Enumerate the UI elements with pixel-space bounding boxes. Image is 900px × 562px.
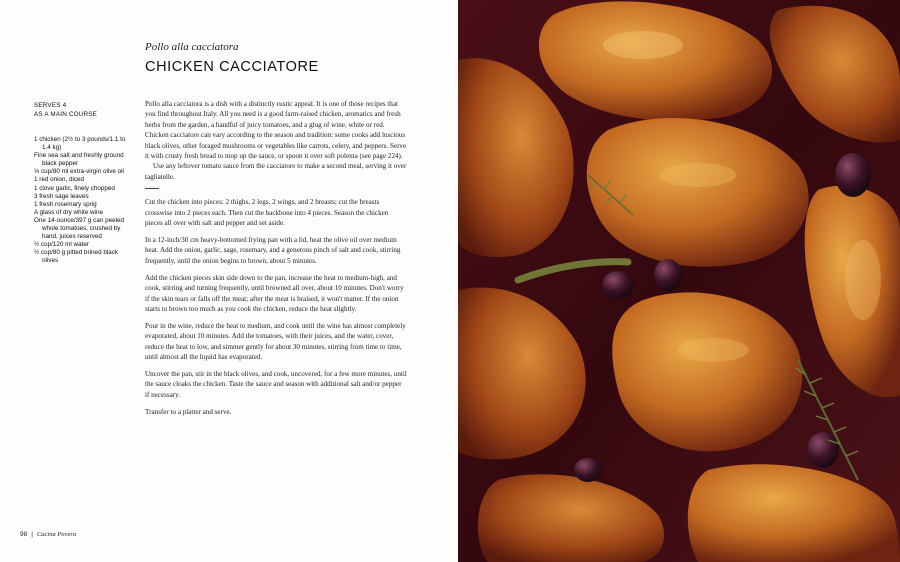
ingredient-item: 1 clove garlic, finely chopped xyxy=(34,184,115,192)
olive xyxy=(654,259,682,291)
intro-paragraph: Use any leftover tomato sauce from the cacciatore to make a second meal, serving it over tagliatelle. xyxy=(145,162,407,181)
ingredient-item: 3 fresh sage leaves xyxy=(34,192,89,200)
recipe-title: CHICKEN CACCIATORE xyxy=(145,59,319,75)
servings-count: SERVES 4 xyxy=(34,102,67,109)
servings-info xyxy=(34,101,126,119)
method-step: Add the chicken pieces skin side down to the pan, increase the heat to medium-high, and cook, stirring and turning frequently, until browned all over, about 10 minutes. Don't worry if the skin tears or falls off the meat; after the meat is braised, it won't matter. If the onion starts to brown too much as you cook the chicken, reduce the heat slightly. xyxy=(145,273,404,313)
book-title: Cucina Povera xyxy=(36,531,77,538)
page-number: 98 xyxy=(20,531,28,538)
method-step: Pour in the wine, reduce the heat to medium, and cook until the wine has almost completely evaporated, about 10 minutes. Add the tomatoes, with their juices, and the water, cover, reduce the heat to low, and simmer gently for about 30 minutes, stirring from time to time, until almost all the liquid has evaporated. xyxy=(145,321,406,362)
ingredient-item: 1 fresh rosemary sprig xyxy=(34,200,97,208)
ingredient-item: ½ cup/120 ml water xyxy=(34,241,89,249)
ingredient-item: 1 chicken (2½ to 3 pounds/1.1 to 1.4 kg) xyxy=(34,136,126,152)
servings-note: AS A MAIN COURSE xyxy=(34,111,98,118)
method-step: Uncover the pan, stir in the black olives, and cook, uncovered, for a few more minutes, until the sauce cloaks the chicken. Taste the sauce and season with additional salt and/or pepper if necessary. xyxy=(145,369,407,399)
skin-highlight xyxy=(845,240,881,320)
ingredient-item: One 14-ounce/397 g can peeled whole tomatoes, crushed by hand, juices reserved xyxy=(34,216,124,241)
intro-paragraph: Pollo alla cacciatora is a dish with a distinctly rustic appeal. It is one of those recipes that you find throughout Italy. All you need is a good farm-raised chicken, aromatics and fresh herbs from the garden, a handful of juicy tomatoes, and a glug of wine, white or red. Chicken cacciatore can vary according to the season and tradition: some cooks add luscious black olives, other foraged mushrooms or vegetables like carrots, celery, and peppers. Serve it with crusty fresh bread to mop up the sauce, or spoon it over soft polenta (see page 224). xyxy=(145,100,407,161)
footer-separator: | xyxy=(31,531,33,538)
skin-highlight xyxy=(677,338,749,362)
page-footer xyxy=(20,531,76,538)
olive xyxy=(574,458,602,482)
method-step: Transfer to a platter and serve. xyxy=(145,407,232,416)
ingredient-item: A glass of dry white wine xyxy=(34,208,103,216)
skin-highlight xyxy=(660,163,736,187)
section-divider xyxy=(145,188,159,189)
method-step: In a 12-inch/30 cm heavy-bottomed frying pan with a lid, heat the olive oil over medium heat. Add the onion, garlic, sage, rosemary, and a generous pinch of salt and cook, stirring frequently, until the onion begins to brown, about 5 minutes. xyxy=(145,235,401,265)
ingredient-item: ⅓ cup/80 ml extra-virgin olive oil xyxy=(34,168,124,176)
ingredient-list xyxy=(34,136,126,266)
chicken-cacciatore-photo xyxy=(458,0,900,562)
olive xyxy=(602,271,634,299)
ingredient-item: ½ cup/80 g pitted brined black olives xyxy=(34,249,119,265)
olive xyxy=(807,432,839,468)
olive xyxy=(835,153,871,197)
ingredient-item: 1 red onion, diced xyxy=(34,176,85,184)
recipe-body xyxy=(145,99,407,424)
dish-photo xyxy=(458,0,900,562)
skin-highlight xyxy=(603,31,683,59)
recipe-italian-title: Pollo alla cacciatora xyxy=(145,41,239,53)
ingredient-item: Fine sea salt and freshly ground black pepper xyxy=(34,152,124,168)
method-step: Cut the chicken into pieces: 2 thighs, 2 legs, 2 wings, and 2 breasts; cut the breasts crosswise into 2 pieces each. Then cut the backbone into 4 pieces. Season the chicken pieces all over with salt and pepper and set aside. xyxy=(145,198,389,228)
